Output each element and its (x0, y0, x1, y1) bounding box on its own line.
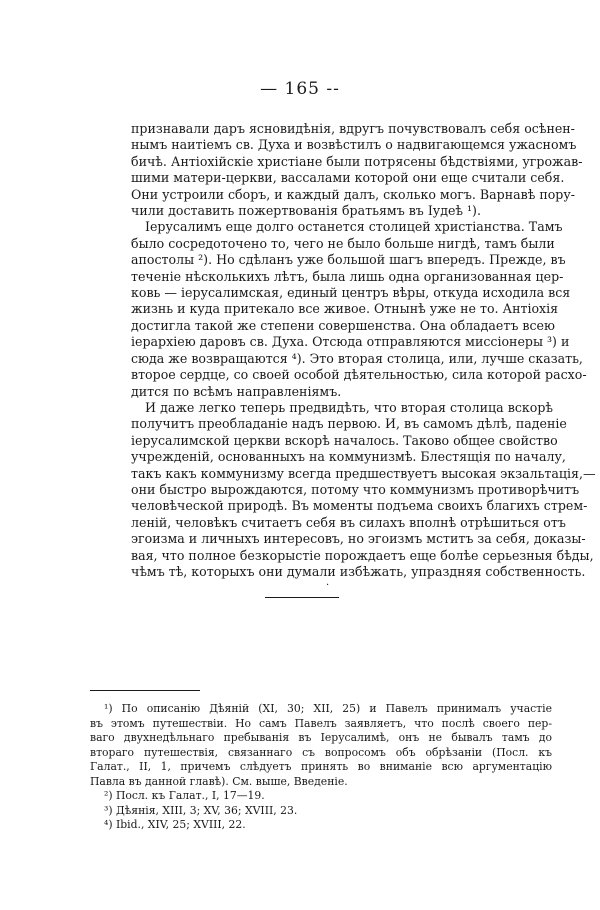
footnote-line: ваго двухнедѣльнаго пребыванія въ Іерусалимѣ, онъ не бывалъ тамъ до (90, 731, 552, 744)
text-line: было сосредоточено то, чего не было больше нигдѣ, тамъ были (131, 235, 555, 251)
text-line: Они устроили сборъ, и каждый далъ, сколько могъ. Варнавѣ пору- (131, 186, 576, 202)
text-line: апостолы ²). Но сдѣланъ уже большой шагъ впередъ. Прежде, въ (131, 252, 566, 268)
text-line: признавали даръ ясновидѣнія, вдругъ почувствовалъ себя осѣнен- (131, 121, 575, 136)
footnote-1 (90, 702, 552, 789)
text-line: чили доставить пожертвованія братьямъ въ Іудеѣ ¹). (131, 203, 481, 219)
text-line: вая, что полное безкорыстіе порождаетъ еще болѣе серьезныя бѣды, (131, 547, 594, 563)
paragraph-1 (131, 121, 583, 219)
footnote-line: въ этомъ путешествіи. Но самъ Павелъ заявляетъ, что послѣ своего пер- (90, 716, 552, 730)
footnote-line: Павла въ данной главѣ). См. выше, Введеніе. (90, 774, 348, 788)
text-line: теченіе нѣсколькихъ лѣтъ, была лишь одна организованная цер- (131, 268, 564, 284)
footnote-line: ⁴) Ibid., XIV, 25; XVIII, 22. (104, 818, 246, 831)
footnote-3 (90, 804, 552, 819)
text-line: они быстро вырождаются, потому что коммунизмъ противорѣчитъ (131, 481, 580, 497)
paragraph-2 (131, 219, 587, 399)
text-line: получитъ преобладаніе надъ первою. И, въ самомъ дѣлѣ, паденіе (131, 416, 567, 432)
text-line: нымъ наитіемъ св. Духа и возвѣстилъ о надвигающемся ужасномъ (131, 137, 577, 153)
text-line: эгоизма и личныхъ интересовъ, но эгоизмъ мститъ за себя, доказы- (131, 531, 586, 547)
text-line: сюда же возвращаются ⁴). Это вторая столица, или, лучше сказать, (131, 350, 583, 366)
text-line: бичѣ. Антіохійскіе христіане были потрясены бѣдствіями, угрожав- (131, 153, 583, 169)
text-line: іерархіею даровъ св. Духа. Отсюда отправляются миссіонеры ³) и (131, 334, 570, 350)
text-line: чѣмъ тѣ, которыхъ они думали избѣжать, упраздняя собственность. (131, 563, 586, 579)
footnote-line: ³) Дѣянія, XIII, 3; XV, 36; XVIII, 23. (104, 803, 298, 817)
text-line: шими матери-церкви, вассалами которой они еще считали себя. (131, 170, 565, 186)
main-text (131, 121, 596, 580)
dot-mark: · (326, 580, 330, 591)
section-end-rule (265, 597, 339, 598)
text-line: второе сердце, со своей особой дѣятельностью, сила которой расхо- (131, 367, 587, 383)
footnote-line: втораго путешествія, связаннаго съ вопросомъ объ обрѣзаніи (Посл. къ (90, 745, 552, 759)
page-number: — 165 -- (260, 79, 340, 99)
text-line: іерусалимской церкви вскорѣ началось. Таково общее свойство (131, 432, 558, 448)
footnote-2 (90, 789, 552, 804)
text-line: человѣческой природѣ. Въ моменты подъема своихъ благихъ стрем- (131, 498, 588, 514)
paragraph-3 (131, 399, 596, 580)
text-line: Іерусалимъ еще долго останется столицей христіанства. Тамъ (145, 219, 563, 235)
text-line: жизнь и куда притекало все живое. Отнынѣ уже не то. Антіохія (131, 301, 559, 317)
footnote-line: ²) Посл. къ Галат., I, 17—19. (104, 789, 265, 802)
text-line: И даже легко теперь предвидѣть, что вторая столица вскорѣ (145, 399, 553, 415)
text-line: достигла такой же степени совершенства. Она обладаетъ всею (131, 317, 555, 333)
text-line: дится по всѣмъ направленіямъ. (131, 383, 342, 399)
text-line: леній, человѣкъ считаетъ себя въ силахъ вполнѣ отрѣшиться отъ (131, 514, 566, 530)
text-line: такъ какъ коммунизму всегда предшествуетъ высокая экзальтація,— (131, 465, 596, 481)
footnote-separator (90, 690, 200, 691)
footnotes (90, 702, 552, 833)
footnote-line: ¹) По описанію Дѣяній (XI, 30; XII, 25) и Павелъ принималъ участіе (104, 702, 552, 715)
text-line: ковь — іерусалимская, единый центръ вѣры, откуда исходила вся (131, 285, 571, 301)
footnote-4 (90, 818, 552, 833)
text-line: учрежденій, основанныхъ на коммунизмѣ. Блестящія по началу, (131, 449, 566, 465)
footnote-line: Галат., II, 1, причемъ слѣдуетъ принять во вниманіе всю аргументацію (90, 760, 552, 773)
